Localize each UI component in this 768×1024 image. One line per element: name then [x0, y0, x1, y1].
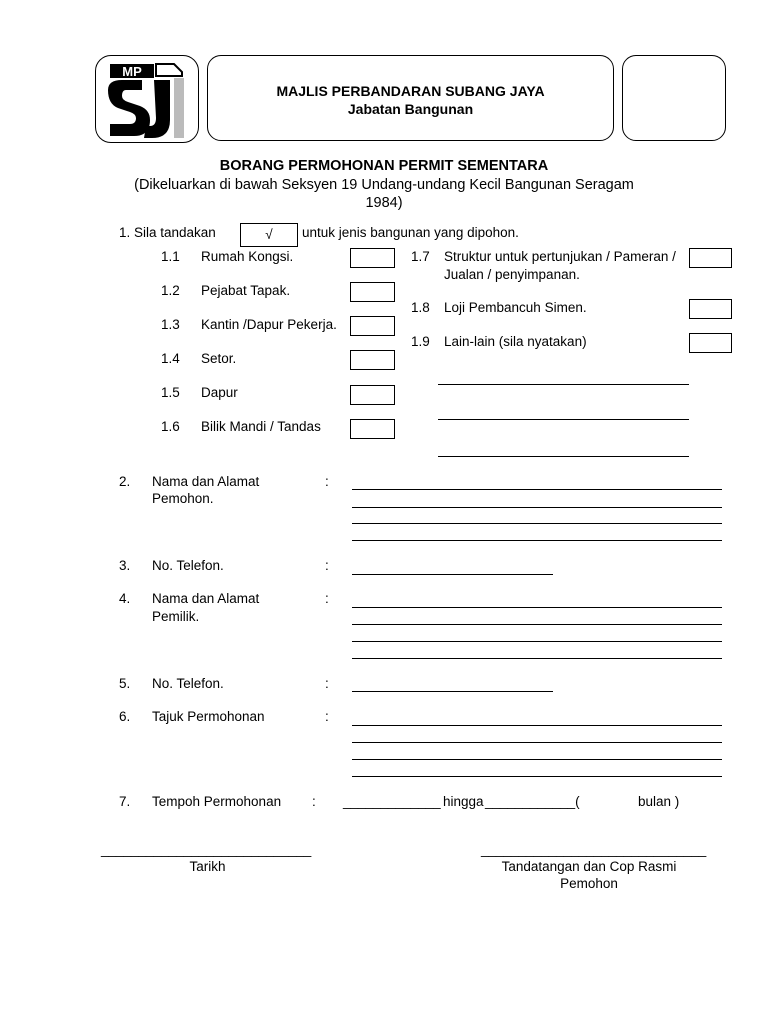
- applicant-line-3[interactable]: [352, 523, 722, 524]
- item-number: 1.3: [161, 317, 180, 332]
- field-colon: :: [312, 794, 316, 809]
- date-signature-line[interactable]: ____________________________: [101, 842, 312, 857]
- sample-tick-box: [240, 223, 298, 247]
- mpsj-logo-graphic: [96, 56, 198, 142]
- checkbox-dapur[interactable]: [350, 385, 395, 405]
- tick-mark: √: [265, 227, 273, 242]
- item-label: Rumah Kongsi.: [201, 249, 294, 264]
- svg-text:MP: MP: [122, 64, 142, 79]
- item-label: Setor.: [201, 351, 237, 366]
- item-label: Pejabat Tapak.: [201, 283, 291, 298]
- item-label: Loji Pembancuh Simen.: [444, 300, 587, 315]
- checkbox-setor[interactable]: [350, 350, 395, 370]
- signature-label-line2: Pemohon: [560, 876, 618, 891]
- checkbox-kantin[interactable]: [350, 316, 395, 336]
- signature-label-line1: Tandatangan dan Cop Rasmi: [501, 859, 677, 874]
- item-label: Bilik Mandi / Tandas: [201, 419, 321, 434]
- owner-line-3[interactable]: [352, 641, 722, 642]
- item-number: 1.1: [161, 249, 180, 264]
- checkbox-loji[interactable]: [689, 299, 732, 319]
- applicant-line-2[interactable]: [352, 507, 722, 508]
- field-label-cont: Pemilik.: [152, 609, 200, 624]
- checkbox-struktur[interactable]: [689, 248, 732, 268]
- applicant-phone-line[interactable]: [352, 574, 553, 575]
- other-specify-line-2[interactable]: [438, 419, 689, 420]
- field-label: Nama dan Alamat: [152, 591, 260, 606]
- other-specify-line-3[interactable]: [438, 456, 689, 457]
- field-colon: :: [325, 676, 329, 691]
- period-end-blank[interactable]: ____________(: [485, 794, 580, 809]
- other-specify-line-1[interactable]: [438, 384, 689, 385]
- item-label: Lain-lain (sila nyatakan): [444, 334, 587, 349]
- owner-line-4[interactable]: [352, 658, 722, 659]
- title-line-4[interactable]: [352, 776, 722, 777]
- title-line-2[interactable]: [352, 742, 722, 743]
- item-number: 1.7: [411, 249, 430, 264]
- item-number: 1.8: [411, 300, 430, 315]
- department-name: Jabatan Bangunan: [347, 101, 474, 117]
- checkbox-pejabat-tapak[interactable]: [350, 282, 395, 302]
- item-number: 1.2: [161, 283, 180, 298]
- field-number: 6.: [119, 709, 131, 724]
- field-label: Nama dan Alamat: [152, 474, 260, 489]
- field-number: 5.: [119, 676, 131, 691]
- checkbox-rumah-kongsi[interactable]: [350, 248, 395, 268]
- field-number: 4.: [119, 591, 131, 606]
- field-label-cont: Pemohon.: [152, 491, 214, 506]
- checkbox-lain-lain[interactable]: [689, 333, 732, 353]
- org-name: MAJLIS PERBANDARAN SUBANG JAYA: [276, 83, 545, 99]
- field-label: No. Telefon.: [152, 558, 224, 573]
- field-label: No. Telefon.: [152, 676, 224, 691]
- item-number: 1.6: [161, 419, 180, 434]
- applicant-line-4[interactable]: [352, 540, 722, 541]
- mpsj-logo: [95, 55, 199, 143]
- title-line-1[interactable]: [352, 725, 722, 726]
- period-hingga: hingga: [443, 794, 484, 809]
- period-unit: bulan ): [638, 794, 680, 809]
- owner-line-2[interactable]: [352, 624, 722, 625]
- field-number: 3.: [119, 558, 131, 573]
- form-title: BORANG PERMOHONAN PERMIT SEMENTARA: [219, 158, 549, 174]
- field-colon: :: [325, 558, 329, 573]
- field-colon: :: [325, 474, 329, 489]
- field-label: Tajuk Permohonan: [152, 709, 265, 724]
- item-label: Struktur untuk pertunjukan / Pameran /: [444, 249, 676, 264]
- item-number: 1.4: [161, 351, 180, 366]
- field-label: Tempoh Permohonan: [152, 794, 282, 809]
- item-label-cont: Jualan / penyimpanan.: [444, 267, 580, 282]
- form-subtitle-line2: 1984): [365, 195, 403, 211]
- field-colon: :: [325, 709, 329, 724]
- date-label: Tarikh: [189, 859, 226, 874]
- field-colon: :: [325, 591, 329, 606]
- item-number: 1.9: [411, 334, 430, 349]
- field-number: 2.: [119, 474, 131, 489]
- applicant-line-1[interactable]: [352, 489, 722, 490]
- item-number: 1.5: [161, 385, 180, 400]
- form-subtitle-line1: (Dikeluarkan di bawah Seksyen 19 Undang-undang Kecil Bangunan Seragam: [134, 177, 634, 193]
- checkbox-bilik-mandi[interactable]: [350, 419, 395, 439]
- item-label: Kantin /Dapur Pekerja.: [201, 317, 337, 332]
- applicant-signature-line[interactable]: ______________________________: [481, 842, 707, 857]
- title-line-3[interactable]: [352, 759, 722, 760]
- item-label: Dapur: [201, 385, 238, 400]
- owner-phone-line[interactable]: [352, 691, 553, 692]
- header-title-box: [207, 55, 614, 141]
- section1-instruction-prefix: 1. Sila tandakan: [119, 225, 216, 240]
- field-number: 7.: [119, 794, 131, 809]
- owner-line-1[interactable]: [352, 607, 722, 608]
- period-start-blank[interactable]: _____________: [343, 794, 441, 809]
- reference-box: [622, 55, 726, 141]
- section1-instruction-suffix: untuk jenis bangunan yang dipohon.: [302, 225, 519, 240]
